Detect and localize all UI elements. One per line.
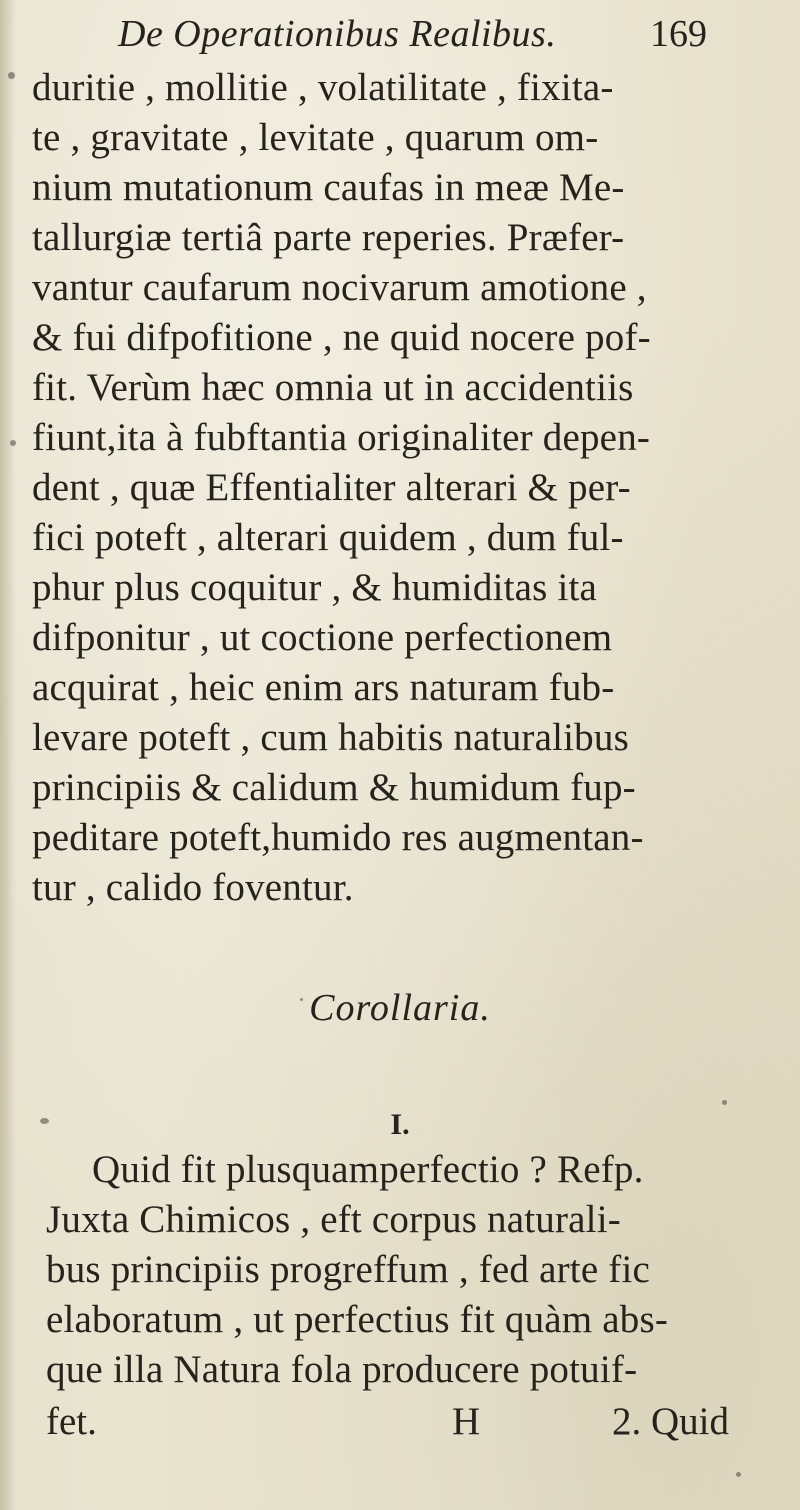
text-line: elaboratum , ut perfectius fit quàm abs- [46,1298,669,1341]
page-number: 169 [650,13,707,55]
item-number: I. [390,1108,410,1141]
paper-speck [300,998,303,1001]
text-line: bus principiis progreffum , fed arte fic [46,1248,651,1291]
paper-speck [736,1472,741,1477]
running-head [0,4,800,64]
text-line: difponitur , ut coctione perfectionem [32,616,613,659]
paper-speck [10,440,16,446]
text-line: te , gravitate , levitate , quarum om- [32,116,599,159]
text-line: Juxta Chimicos , eft corpus naturali- [46,1198,621,1241]
text-line: nium mutationum caufas in meæ Me- [32,166,625,209]
text-line: Quid fit plusquamperfectio ? Refp. [92,1148,644,1191]
paper-speck [722,1100,727,1105]
text-line: tur , calido foventur. [32,866,354,909]
text-line: dent , quæ Effentialiter alterari & per- [32,466,631,509]
signature-mark: H [452,1400,481,1443]
text-line: fici poteft , alterari quidem , dum ful- [32,516,624,559]
paper-speck [8,72,15,79]
text-line: fiunt,ita à fubftantia originaliter depen- [32,416,651,459]
text-line: fet. [46,1400,97,1443]
text-line: tallurgiæ tertiâ parte reperies. Præfer- [32,216,625,259]
footer-row [0,1398,800,1448]
text-line: principiis & calidum & humidum fup- [32,766,636,809]
text-line: phur plus coquitur , & humiditas ita [32,566,598,609]
text-line: acquirat , heic enim ars naturam fub- [32,666,615,709]
text-line: levare poteft , cum habitis naturalibus [32,716,629,759]
text-line: vantur caufarum nocivarum amotione , [32,266,647,309]
section-heading: Corollaria. [309,987,491,1029]
text-line: duritie , mollitie , volatilitate , fixita- [32,66,614,109]
paper-speck [40,1118,49,1124]
text-line: que illa Natura fola producere potuif- [46,1348,638,1391]
text-line: fit. Verùm hæc omnia ut in accidentiis [32,366,634,409]
running-title: De Operationibus Realibus. [118,13,557,55]
text-line: & fui difpofitione , ne quid nocere pof- [32,316,651,359]
text-line: peditare poteft,humido res augmentan- [32,816,644,859]
gutter-shadow [0,0,14,1510]
catchword: 2. Quid [612,1400,729,1443]
